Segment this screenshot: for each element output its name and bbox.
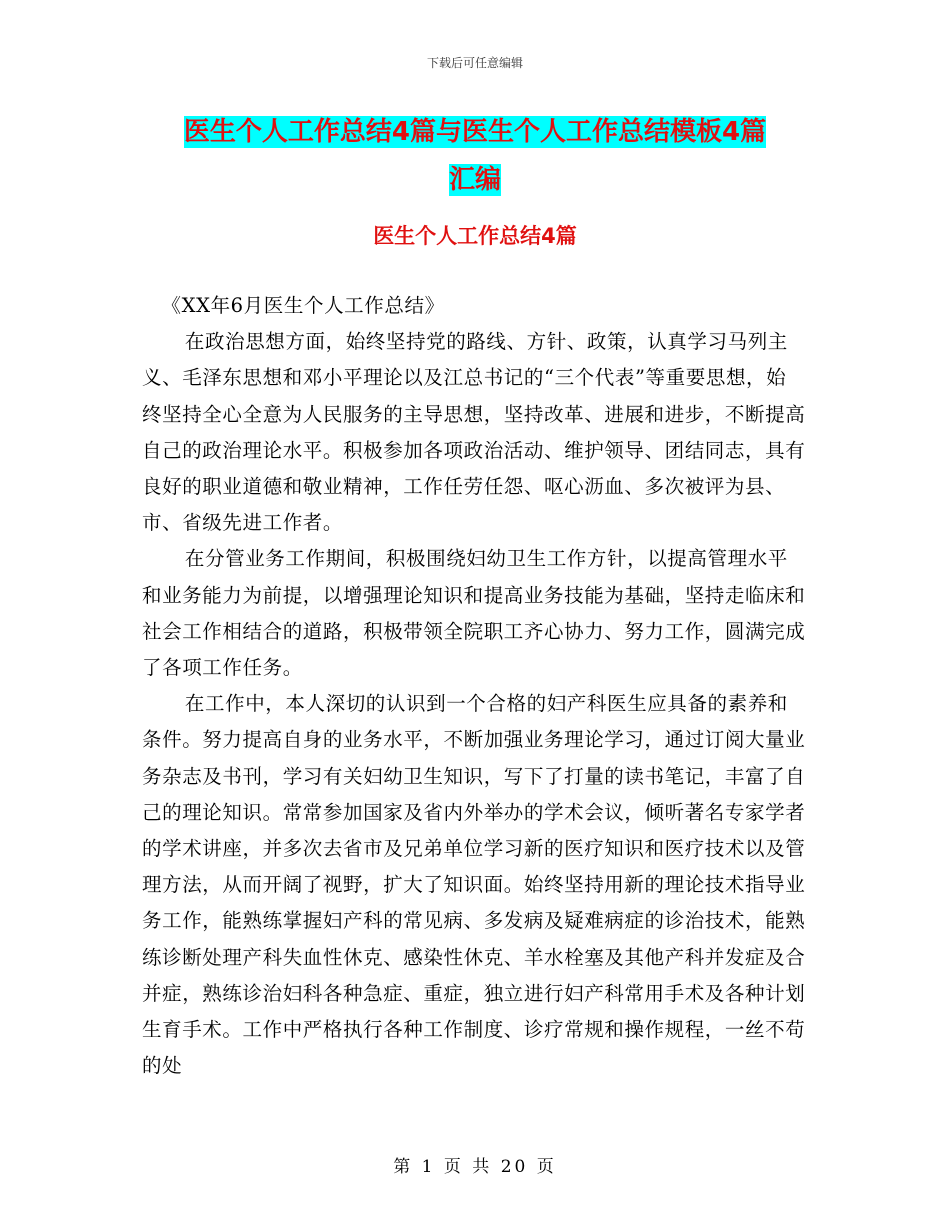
page-header: 下载后可任意编辑 [426, 56, 523, 70]
page-footer [0, 1152, 950, 1177]
paragraph-2: 在分管业务工作期间，积极围绕妇幼卫生工作方针，以提高管理水平和业务能力为前提，以增强理论知识和提高业务技能为基础，坚持走临床和社会工作相结合的道路，积极带领全院职工齐心协力、努力工作，圆满完成了各项工作任务。 [142, 547, 806, 680]
section-title: 医生个人工作总结4篇 [373, 224, 577, 248]
footer-page-number: 1 [421, 1157, 436, 1177]
paragraph-1: 在政治思想方面，始终坚持党的路线、方针、政策，认真学习马列主义、毛泽东思想和邓小平理论以及江总书记的“三个代表”等重要思想，始终坚持全心全意为人民服务的主导思想，坚持改革、进展和进步，不断提高自己的政治理论水平。积极参加各项政治活动、维护领导、团结同志，具有良好的职业道德和敬业精神，工作任劳任怨、呕心沥血、多次被评为县、市、省级先进工作者。 [142, 330, 806, 535]
paragraph-3: 在工作中，本人深切的认识到一个合格的妇产科医生应具备的素养和条件。努力提高自身的业务水平，不断加强业务理论学习，通过订阅大量业务杂志及书刊，学习有关妇幼卫生知识，写下了打量的读书笔记，丰富了自己的理论知识。常常参加国家及省内外举办的学术会议，倾听著名专家学者的学术讲座，并多次去省市及兄弟单位学习新的医疗知识和医疗技术以及管理方法，从而开阔了视野，扩大了知识面。始终坚持用新的理论技术指导业务工作，能熟练掌握妇产科的常见病、多发病及疑难病症的诊治技术，能熟练诊断处理产科失血性休克、感染性休克、羊水栓塞及其他产科并发症及合并症，熟练诊治妇科各种急症、重症，独立进行妇产科常用手术及各种计划生育手术。工作中严格执行各种工作制度、诊疗常规和操作规程，一丝不苟的处 [142, 692, 806, 1078]
footer-middle: 页 共 [443, 1157, 493, 1177]
title-line-1: 医生个人工作总结4篇与医生个人工作总结模板4篇 [183, 117, 767, 147]
footer-total-pages: 20 [500, 1157, 529, 1177]
footer-suffix: 页 [536, 1157, 557, 1177]
document-title [140, 108, 810, 204]
article-subtitle: 《XX年6月医生个人工作总结》 [161, 294, 445, 317]
footer-prefix: 第 [393, 1157, 414, 1177]
body-text [142, 288, 806, 1084]
title-line-2: 汇编 [448, 165, 501, 195]
